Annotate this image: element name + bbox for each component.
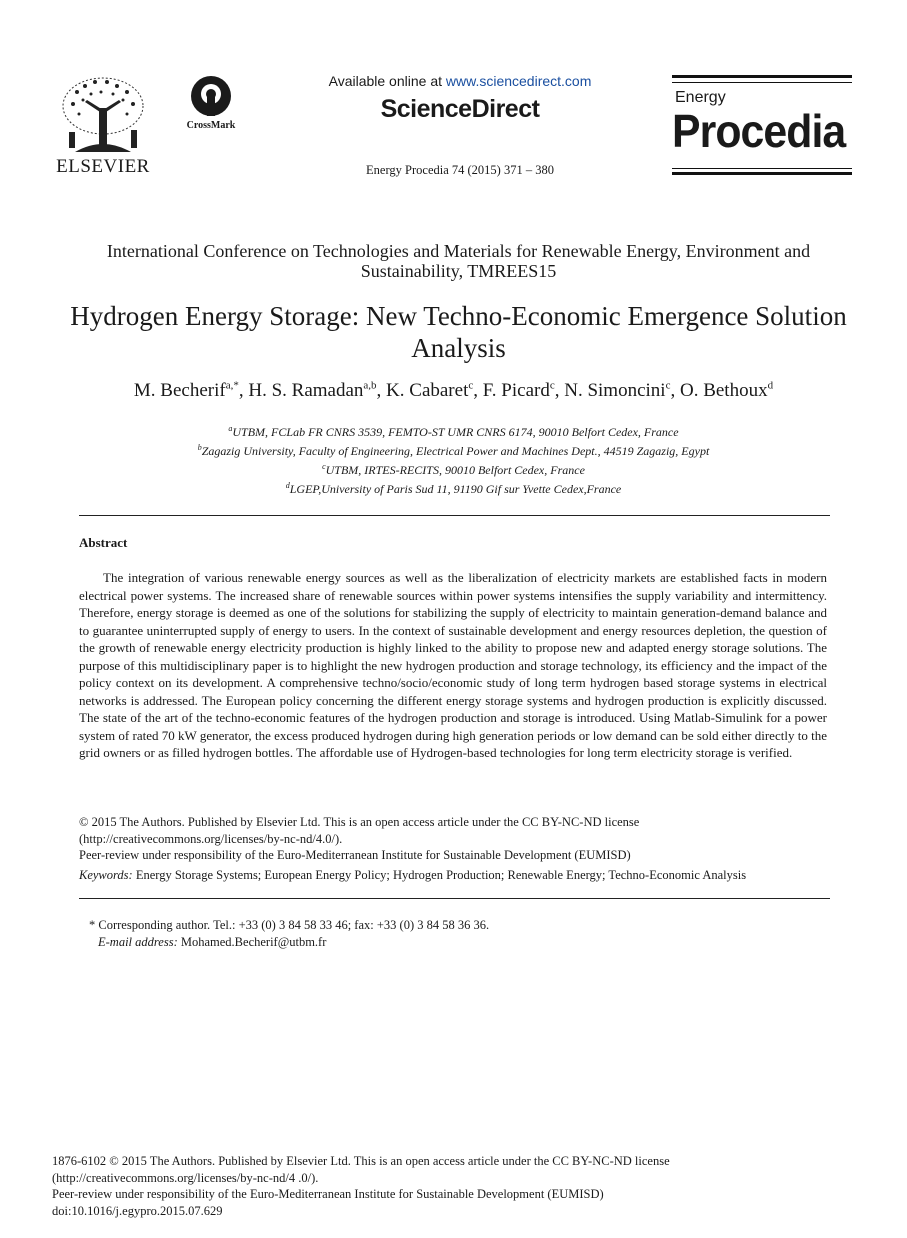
logo-rule-top-thin bbox=[672, 82, 852, 83]
energy-procedia-logo bbox=[672, 75, 852, 177]
email-address[interactable]: Mohamed.Becherif@utbm.fr bbox=[177, 935, 327, 949]
footer-peer-review: Peer-review under responsibility of the Euro-Mediterranean Institute for Sustainable Development (EUMISD) bbox=[52, 1187, 604, 1201]
footer-doi[interactable]: doi:10.1016/j.egypro.2015.07.629 bbox=[52, 1203, 223, 1218]
copyright-notice bbox=[79, 814, 839, 864]
email-line bbox=[89, 934, 829, 951]
logo-energy-text: Energy bbox=[675, 89, 726, 106]
email-label: E-mail address: bbox=[98, 935, 178, 949]
author: F. Picard$^c$, bbox=[482, 380, 565, 402]
publisher-name: ELSEVIER bbox=[56, 156, 150, 177]
author: O. Bethoux$^d$ bbox=[679, 380, 774, 402]
divider-bottom bbox=[79, 898, 830, 899]
sciencedirect-brand: ScienceDirect bbox=[380, 95, 540, 123]
peer-review-line: Peer-review under responsibility of the Euro-Mediterranean Institute for Sustainable Development (EUMISD) bbox=[79, 848, 631, 862]
affiliation: $^d$LGEP,University of Paris Sud 11, 91190 Gif sur Yvette Cedex,France bbox=[285, 481, 622, 496]
footer-copyright: 1876-6102 © 2015 The Authors. Published by Elsevier Ltd. This is an open access article under the CC BY-NC-ND license bbox=[52, 1154, 670, 1168]
abstract-heading: Abstract bbox=[79, 535, 128, 550]
affiliation: $^c$UTBM, IRTES-RECITS, 90010 Belfort Cedex, France bbox=[322, 462, 585, 477]
available-online bbox=[230, 73, 690, 89]
abstract-body: The integration of various renewable energy sources as well as the liberalization of electricity markets are established facts in modern electrical power systems. The increased share of renewable sources within power systems intensifies the supply variability and intermittency. Therefore, energy storage is deemed as one of the solutions for stabilizing the supply of electricity to maintain generation-demand balance and to guarantee uninterrupted supply of energy to users. In the context of sustainable development and energy resources depletion, the question of the growth of renewable energy electricity production is highly linked to the ability to propose new and adapted energy storage solutions. The purpose of this multidisciplinary paper is to highlight the new hydrogen production and storage technology, its efficiency and the impact of the policy context on its development. A comprehensive techno/socio/economic study of long term hydrogen based storage systems in electrical networks is addressed. The European policy concerning the different energy storage systems and hydrogen production is explicitly discussed. The state of the art of the techno-economic features of the hydrogen production and storage is introduced. Using Matlab-Simulink for a power system of rated 70 kW generator, the excess produced hydrogen during high generation periods or low demand can be sold either directly to the grid owners or as filled hydrogen bottles. The affordable use of Hydrogen-based technologies for long term electricity storage is verified. bbox=[79, 570, 827, 760]
author-list bbox=[40, 380, 867, 402]
conference-name: International Conference on Technologies and Materials for Renewable Energy, Environment and Sustainability, TMREES15 bbox=[106, 241, 811, 281]
author: K. Cabaret$^c$, bbox=[386, 380, 483, 402]
logo-rule-top bbox=[672, 75, 852, 78]
available-prefix: Available online at bbox=[328, 73, 446, 89]
author: H. S. Ramadan$^{a,b}$, bbox=[248, 380, 387, 402]
crossmark-label: CrossMark bbox=[186, 120, 236, 131]
footer-license-link[interactable]: (http://creativecommons.org/licenses/by-nc-nd/4 .0/). bbox=[52, 1170, 319, 1185]
sciencedirect-link[interactable]: www.sciencedirect.com bbox=[445, 73, 592, 89]
affiliations bbox=[40, 421, 867, 497]
copyright-line: © 2015 The Authors. Published by Elsevier Ltd. This is an open access article under the CC BY-NC-ND license bbox=[79, 815, 640, 829]
affiliation: $^a$UTBM, FCLab FR CNRS 3539, FEMTO-ST UMR CNRS 6174, 90010 Belfort Cedex, France bbox=[228, 424, 679, 439]
keywords-text: Energy Storage Systems; European Energy Policy; Hydrogen Production; Renewable Energy; Techno-Economic Analysis bbox=[132, 868, 747, 882]
logo-procedia-text: Procedia bbox=[672, 105, 846, 157]
divider-top bbox=[79, 515, 830, 516]
author: N. Simoncini$^c$, bbox=[564, 380, 680, 402]
paper-title: Hydrogen Energy Storage: New Techno-Economic Emergence Solution Analysis bbox=[70, 301, 847, 363]
keywords bbox=[79, 868, 839, 883]
corresponding-line: * Corresponding author. Tel.: +33 (0) 3 84 58 33 46; fax: +33 (0) 3 84 58 36 36. bbox=[89, 918, 490, 932]
journal-reference: Energy Procedia 74 (2015) 371 – 380 bbox=[366, 163, 554, 177]
logo-rule-bottom bbox=[672, 172, 852, 175]
elsevier-logo bbox=[55, 74, 151, 178]
corresponding-author bbox=[89, 917, 829, 951]
keywords-label: Keywords: bbox=[79, 868, 133, 882]
author: M. Becherif$^{a,*}$, bbox=[133, 380, 249, 402]
affiliation: $^b$Zagazig University, Faculty of Engineering, Electrical Power and Machines Dept., 44519 Zagazig, Egypt bbox=[197, 443, 710, 458]
logo-rule-bottom-thin bbox=[672, 168, 852, 169]
page-footer bbox=[52, 1153, 852, 1219]
license-link[interactable]: (http://creativecommons.org/licenses/by-nc-nd/4.0/). bbox=[79, 831, 343, 846]
